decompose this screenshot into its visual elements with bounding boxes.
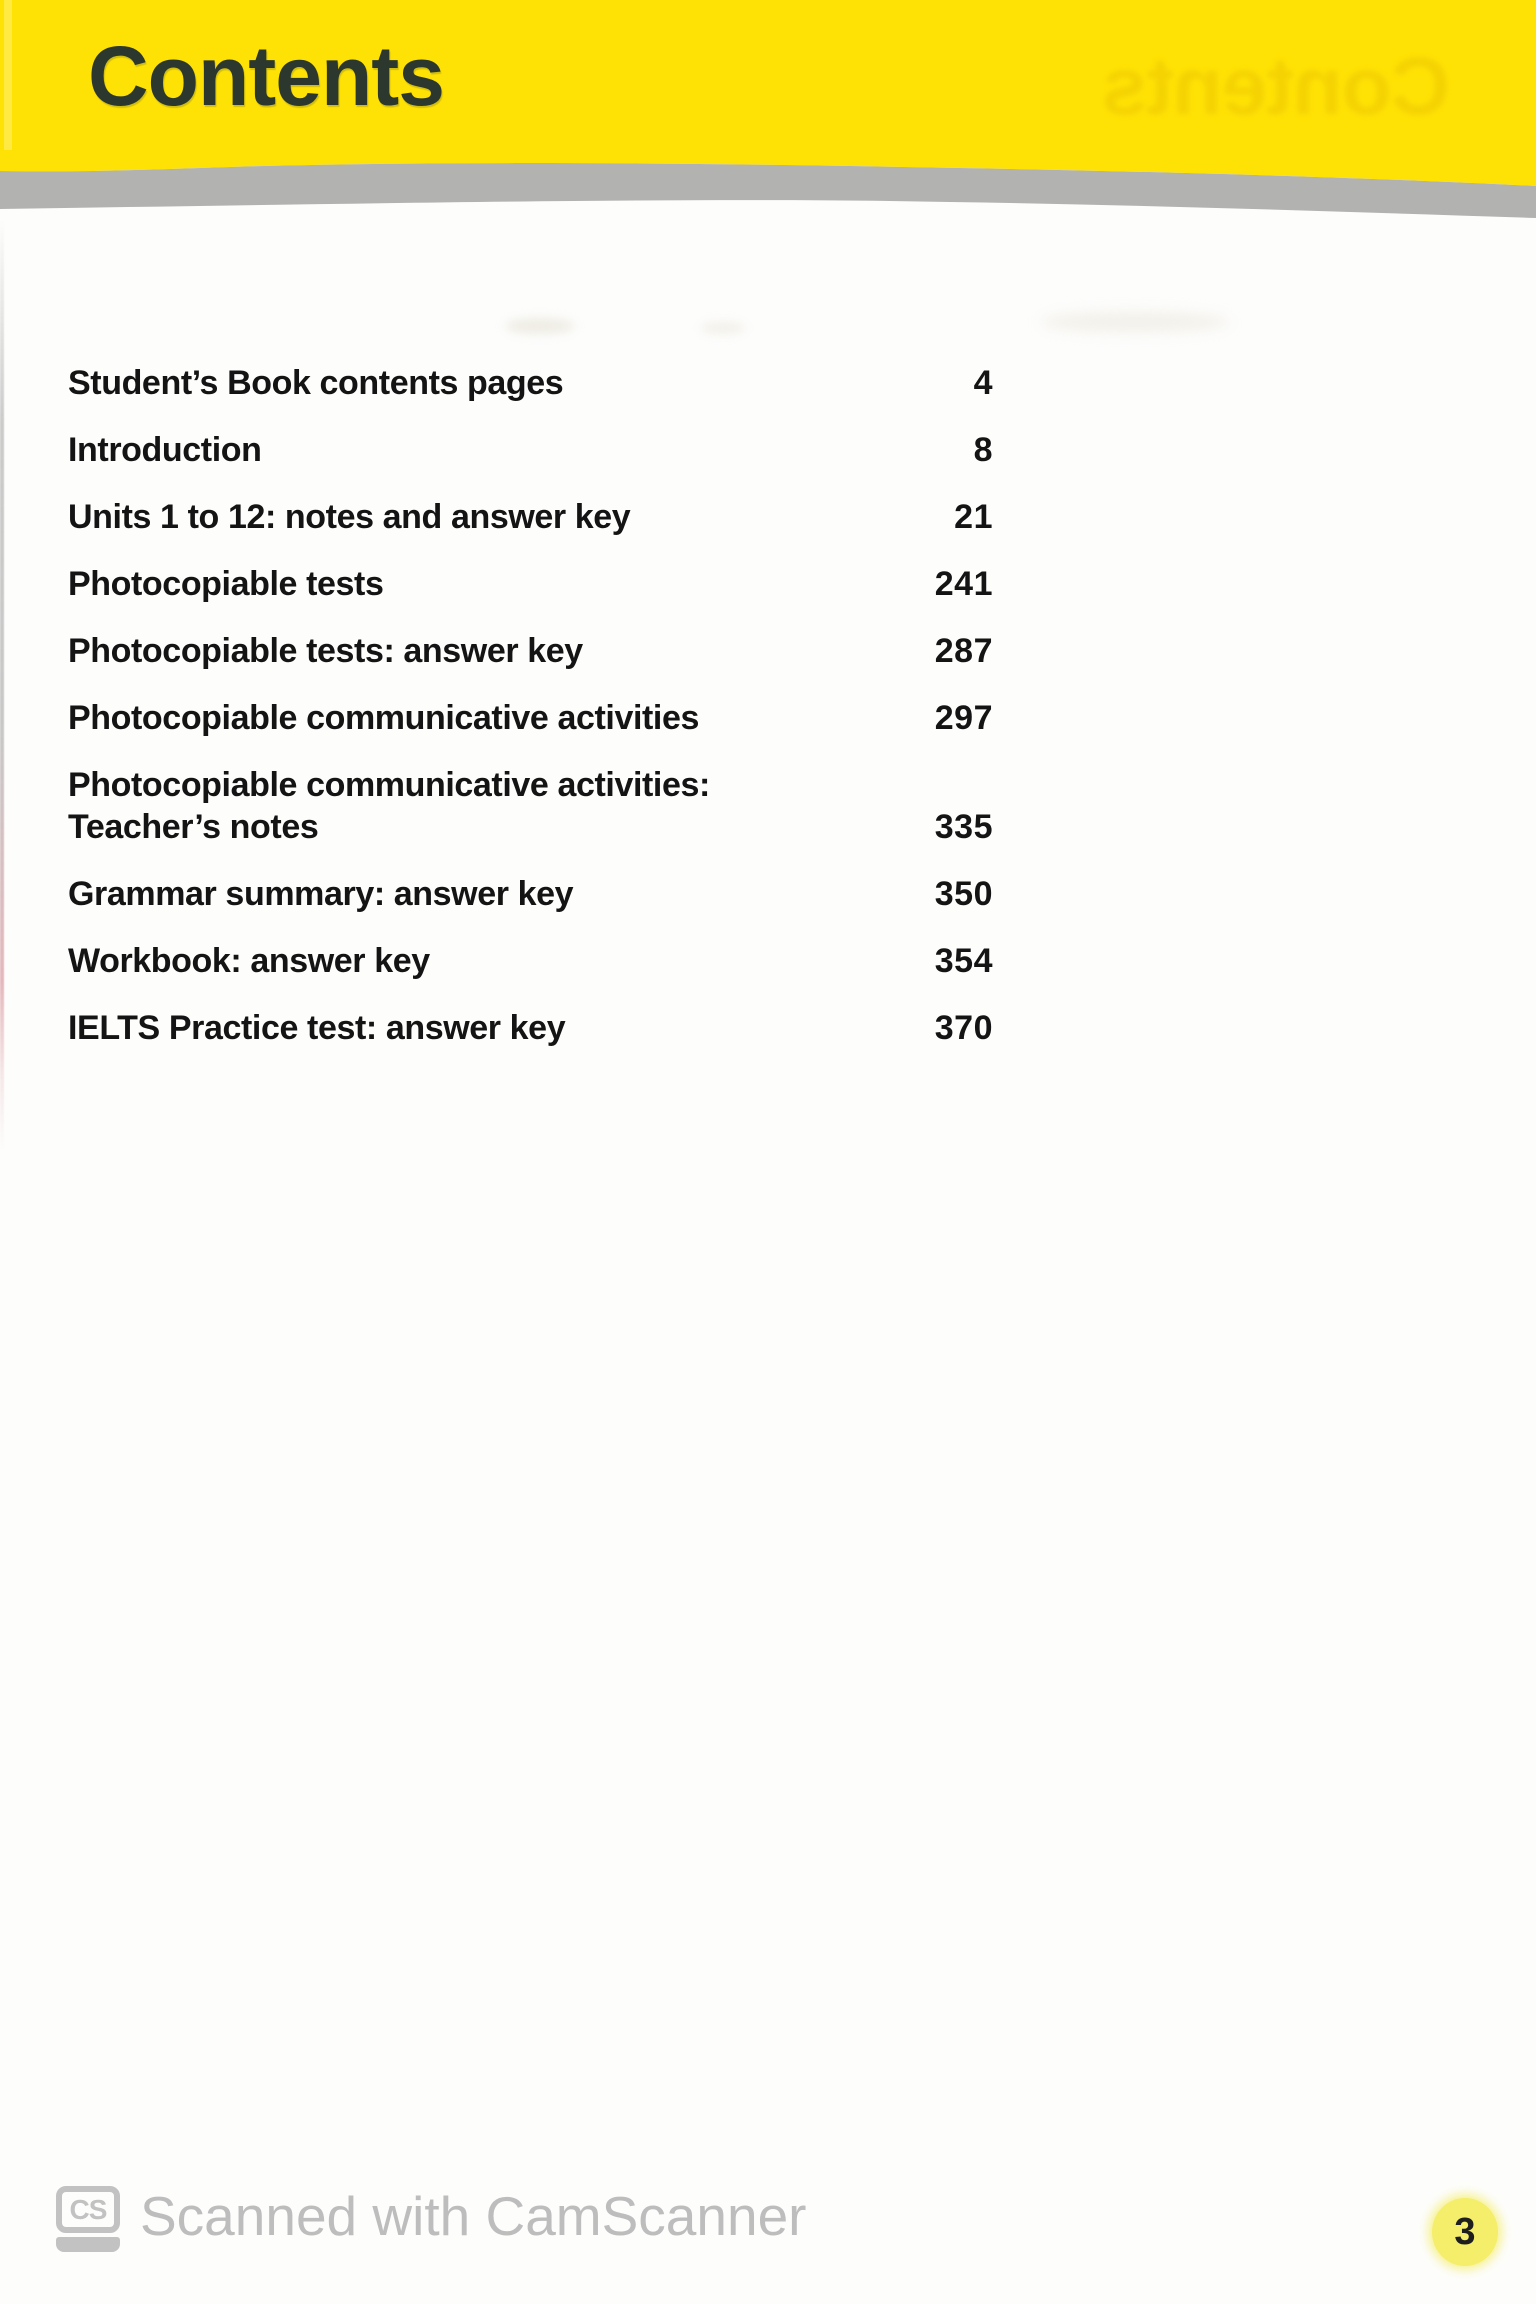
toc-entry-page-number: 370 <box>934 1009 993 1047</box>
toc-entry-label: Units 1 to 12: notes and answer key <box>68 498 631 536</box>
toc-entry-label: Photocopiable tests <box>68 565 384 603</box>
page-title: Contents <box>88 29 444 123</box>
toc-entry-label: Photocopiable communicative activities <box>68 699 699 737</box>
toc-entry <box>68 697 993 739</box>
toc-entry-label: Student’s Book contents pages <box>68 364 564 402</box>
mirrored-showthrough-title: Contents <box>1102 41 1450 132</box>
page-number-badge: 3 <box>1432 2198 1498 2266</box>
toc-entry-label: Introduction <box>68 431 262 469</box>
toc-entry-label: Photocopiable communicative activities: Teacher’s notes <box>68 766 710 846</box>
scan-smudge <box>1040 312 1230 332</box>
toc-entry <box>68 873 993 915</box>
camscanner-logo-bar <box>56 2237 120 2252</box>
toc-entry-label: Photocopiable tests: answer key <box>68 632 583 670</box>
scan-sheen <box>4 0 12 150</box>
toc-entry <box>68 1007 993 1049</box>
toc-entry-label: Grammar summary: answer key <box>68 875 574 913</box>
toc-entry <box>68 764 993 848</box>
toc-entry <box>68 429 993 471</box>
toc-list <box>68 362 993 1074</box>
toc-entry <box>68 630 993 672</box>
toc-entry-page-number: 4 <box>973 364 993 402</box>
watermark-text: Scanned with CamScanner <box>140 2185 807 2247</box>
toc-entry <box>68 496 993 538</box>
toc-entry-page-number: 21 <box>954 498 993 536</box>
toc-entry <box>68 362 993 404</box>
toc-entry-page-number: 297 <box>934 699 993 737</box>
camscanner-logo-letters: CS <box>56 2186 120 2233</box>
scan-edge-artifact <box>0 220 4 1150</box>
toc-entry-page-number: 350 <box>934 875 993 913</box>
toc-entry <box>68 563 993 605</box>
toc-entry-page-number: 241 <box>934 565 993 603</box>
toc-entry-page-number: 8 <box>973 431 993 469</box>
toc-entry-page-number: 287 <box>934 632 993 670</box>
toc-entry-page-number: 354 <box>934 942 993 980</box>
toc-entry-label: Workbook: answer key <box>68 942 430 980</box>
toc-entry-label: IELTS Practice test: answer key <box>68 1009 566 1047</box>
toc-entry-page-number: 335 <box>934 808 993 846</box>
scan-smudge <box>505 318 575 334</box>
toc-entry <box>68 940 993 982</box>
scan-smudge <box>700 322 746 334</box>
camscanner-logo-icon <box>56 2186 120 2250</box>
